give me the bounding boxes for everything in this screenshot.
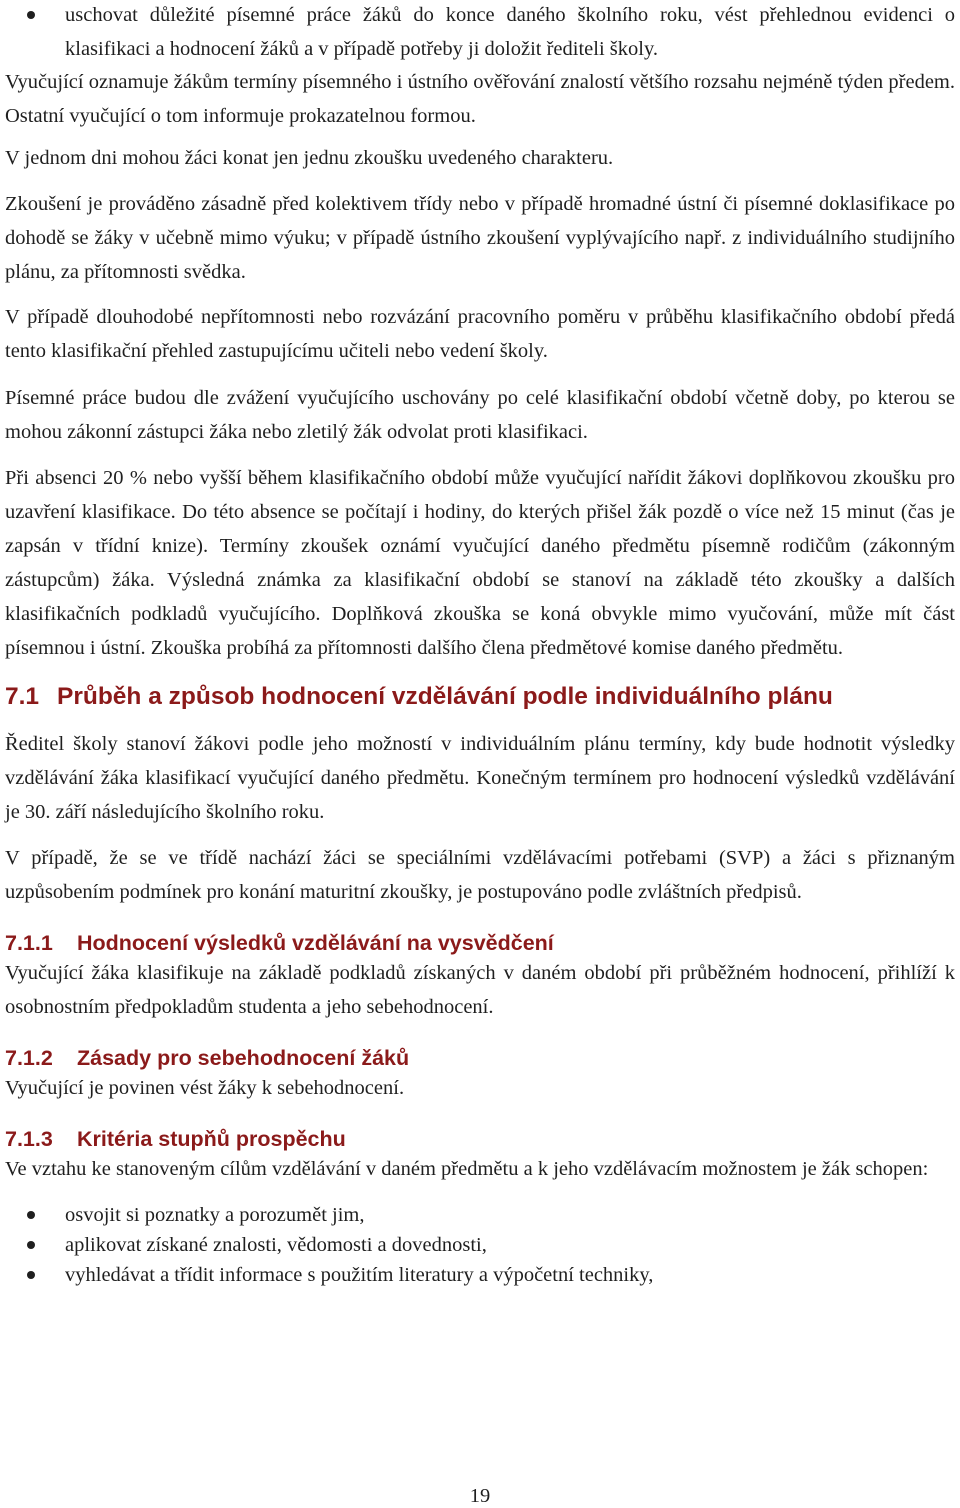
bullet-icon xyxy=(27,1211,35,1219)
paragraph-svp: V případě, že se ve třídě nachází žáci se speciálními vzdělávacími potřebami (SVP) a žáci s přiznaným uzpůsobením podmínek pro konání maturitní zkoušky, je postupováno podle zvláštních předpisů. xyxy=(5,847,955,903)
bullet-icon xyxy=(27,1271,35,1279)
section-number: 7.1.2 xyxy=(5,1046,53,1070)
list-item xyxy=(5,1230,955,1260)
list-item xyxy=(5,1260,955,1290)
section-number: 7.1 xyxy=(5,683,40,710)
list-item xyxy=(5,1200,955,1230)
document-page xyxy=(5,0,955,1290)
list-item-text: vyhledávat a třídit informace s použitím literatury a výpočetní techniky, xyxy=(65,1264,654,1286)
paragraph-criteria-intro: Ve vztahu ke stanoveným cílům vzdělávání v daném předmětu a k jeho vzdělávacím možnostem je žák schopen: xyxy=(5,1158,929,1180)
bullet-icon xyxy=(27,11,35,19)
top-bullet-list xyxy=(5,0,955,66)
list-item-text: aplikovat získané znalosti, vědomosti a dovednosti, xyxy=(65,1234,487,1256)
paragraph-report-card: Vyučující žáka klasifikuje na základě podkladů získaných v daném období při průběžném hodnocení, přihlíží k osobnostním předpokladům studenta a jeho sebehodnocení. xyxy=(5,962,955,1018)
section-number: 7.1.1 xyxy=(5,931,53,955)
bullet-icon xyxy=(27,1241,35,1249)
list-item-text: osvojit si poznatky a porozumět jim, xyxy=(65,1204,365,1226)
section-title: Průběh a způsob hodnocení vzdělávání podle individuálního plánu xyxy=(57,683,833,710)
paragraph-self-assessment: Vyučující je povinen vést žáky k sebehodnocení. xyxy=(5,1077,405,1099)
paragraph-individual-plan: Ředitel školy stanoví žákovi podle jeho možností v individuálním plánu termíny, kdy bude hodnotit výsledky vzdělávání žáka klasifikací vyučující daného předmětu. Konečným termínem pro hodnocení výsledků vzdělávání je 30. září následujícího školního roku. xyxy=(5,733,955,823)
section-number: 7.1.3 xyxy=(5,1127,53,1151)
page-number: 19 xyxy=(469,1485,491,1507)
criteria-bullet-list xyxy=(5,1200,955,1290)
paragraph-long-absence: V případě dlouhodobé nepřítomnosti nebo rozvázání pracovního poměru v průběhu klasifikačního období předá tento klasifikační přehled zastupujícímu učiteli nebo vedení školy. xyxy=(5,306,955,362)
section-heading-7-1-2 xyxy=(5,1043,955,1073)
paragraph-exam-before-class: Zkoušení je prováděno zásadně před kolektivem třídy nebo v případě hromadné ústní či písemné doklasifikace po dohodě se žáky v učebně mimo výuku; v případě ústního zkoušení vyplývajícího např. z individuálního studijního plánu, za přítomnosti svědka. xyxy=(5,193,955,283)
list-item xyxy=(5,0,955,66)
section-title: Hodnocení výsledků vzdělávání na vysvědčení xyxy=(77,931,554,955)
paragraph-announce-exams: Vyučující oznamuje žákům termíny písemného i ústního ověřování znalostí většího rozsahu nejméně týden předem. Ostatní vyučující o tom informuje prokazatelnou formou. xyxy=(5,71,955,127)
paragraph-one-exam-per-day: V jednom dni mohou žáci konat jen jednu zkoušku uvedeného charakteru. xyxy=(5,147,614,169)
section-heading-7-1-1 xyxy=(5,928,955,958)
section-title: Zásady pro sebehodnocení žáků xyxy=(77,1046,410,1070)
section-heading-7-1 xyxy=(5,681,955,713)
section-heading-7-1-3 xyxy=(5,1124,955,1154)
paragraph-written-works: Písemné práce budou dle zvážení vyučujícího uschovány po celé klasifikační období včetně doby, po kterou se mohou zákonní zástupci žáka nebo zletilý žák odvolat proti klasifikaci. xyxy=(5,387,955,443)
paragraph-absence-20: Při absenci 20 % nebo vyšší během klasifikačního období může vyučující nařídit žákovi doplňkovou zkoušku pro uzavření klasifikace. Do této absence se počítají i hodiny, do kterých přišel žák pozdě o více než 15 minut (čas je zapsán v třídní knize). Termíny zkoušek oznámí vyučující daného předmětu písemně rodičům (zákonným zástupcům) žáka. Výsledná známka za klasifikační období se stanoví na základě této zkoušky a dalších klasifikačních podkladů vyučujícího. Doplňková zkouška se koná obvykle mimo vyučování, může mít část písemnou i ústní. Zkouška probíhá za přítomnosti dalšího člena předmětové komise daného předmětu. xyxy=(5,467,955,659)
list-item-text: uschovat důležité písemné práce žáků do konce daného školního roku, vést přehlednou evidenci o klasifikaci a hodnocení žáků a v případě potřeby ji doložit řediteli školy. xyxy=(65,4,955,60)
section-title: Kritéria stupňů prospěchu xyxy=(77,1127,346,1151)
